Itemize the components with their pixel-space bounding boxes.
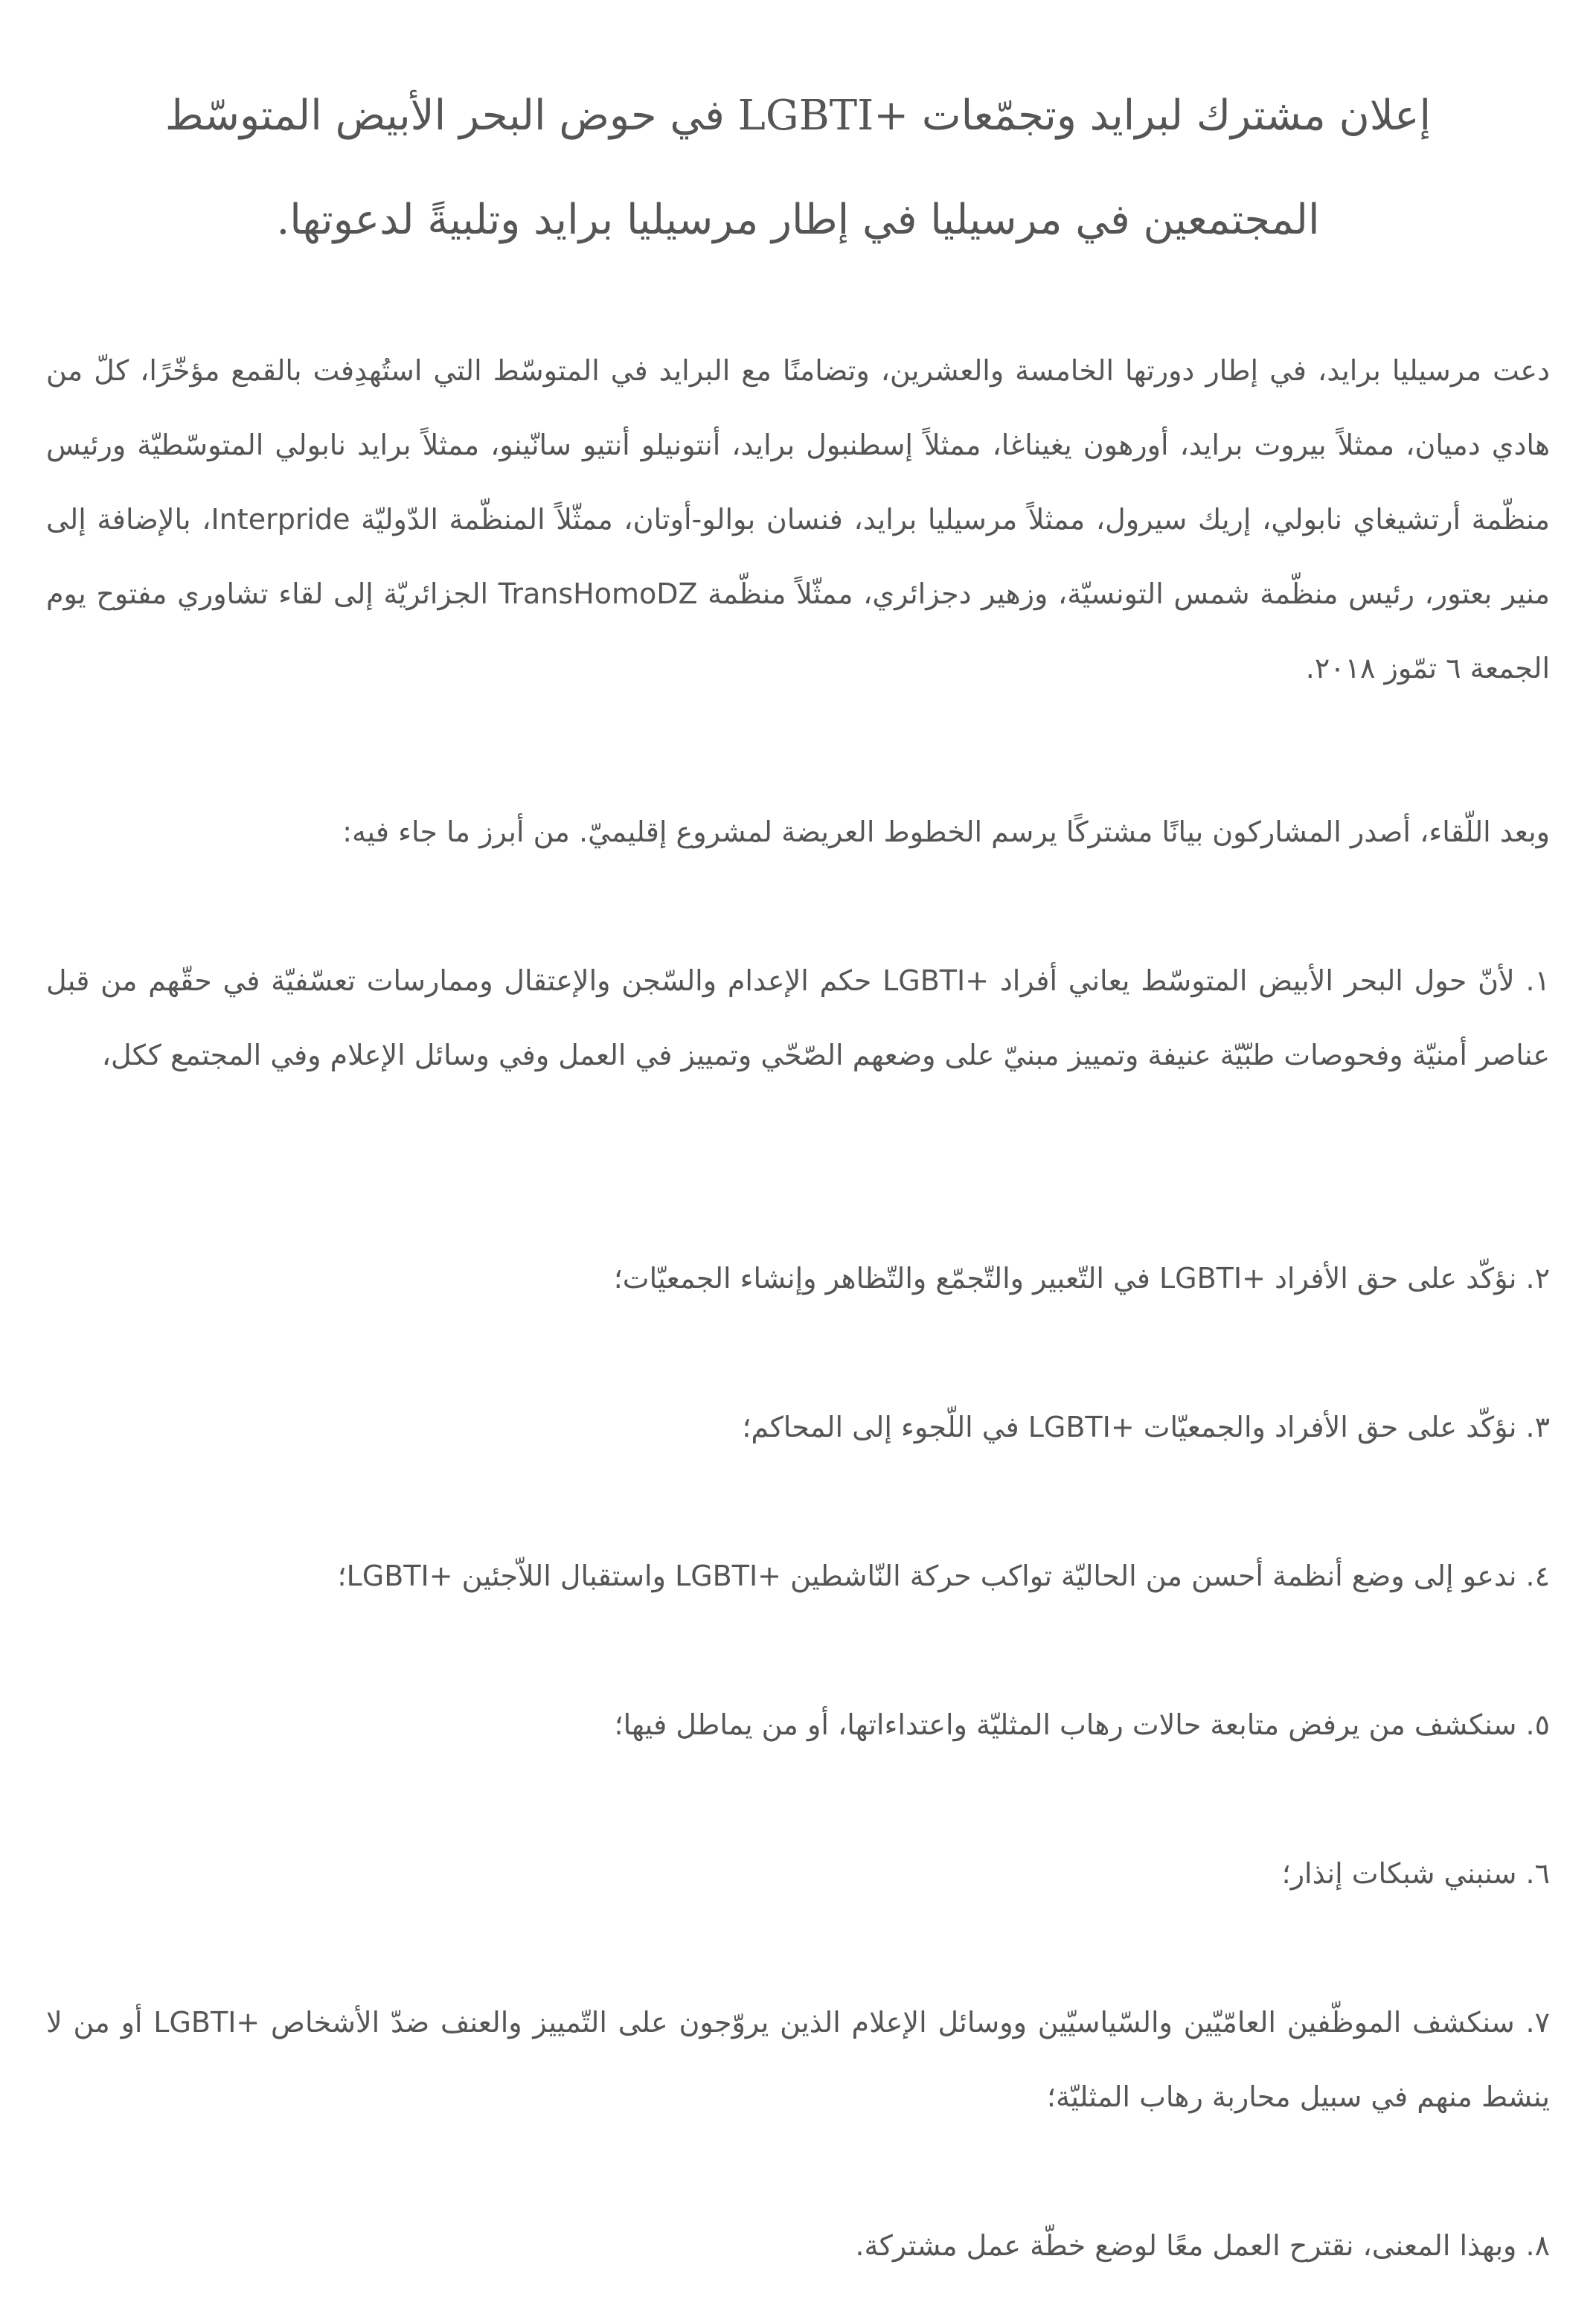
document-title: إعلان مشترك لبرايد وتجمّعات +LGBTI في حوض البحر الأبيض المتوسّط المجتمعين في مرسيليا في إطار مرسيليا برايد وتلبيةً لدعوتها.: [164, 92, 1432, 244]
point-1: ١. لأنّ حول البحر الأبيض المتوسّط يعاني أفراد +LGBTI حكم الإعدام والسّجن والإعتقال وممارسات تعسّفيّة في حقّهم من قبل عناصر أمنيّة وفحوصات طبّيّة عنيفة وتمييز مبنيّ على وضعهم الصّحّي وتمييز في العمل وفي وسائل الإعلام وفي المجتمع ككل،: [46, 964, 1550, 1071]
point-5: ٥. سنكشف من يرفض متابعة حالات رهاب المثليّة واعتداءاتها، أو من يماطل فيها؛: [614, 1708, 1550, 1741]
intro-paragraph: دعت مرسيليا برايد، في إطار دورتها الخامسة والعشرين، وتضامنًا مع البرايد في المتوسّط التي استُهدِفت بالقمع مؤخّرًا، كلّ من هادي دميان، ممثلاً بيروت برايد، أورهون يغيناغا، ممثلاً إسطنبول برايد، أنتونيلو أنتيو سانّينو، ممثلاً برايد نابولي المتوسّطيّة ورئيس منظّمة أرتشيغاي نابولي، إريك سيرول، ممثلاً مرسيليا برايد، فنسان بوالو-أوتان، ممثّلاً المنظّمة الدّوليّة Interpride، بالإضافة إلى منير بعتور، رئيس منظّمة شمس التونسيّة، وزهير دجزائري، ممثّلاً منظّمة TransHomoDZ الجزائريّة إلى لقاء تشاوري مفتوح يوم الجمعة ٦ تمّوز ٢٠١٨.: [46, 354, 1550, 685]
point-8: ٨. وبهذا المعنى، نقترح العمل معًا لوضع خطّة عمل مشتركة.: [855, 2229, 1550, 2262]
point-7: ٧. سنكشف الموظّفين العامّيّين والسّياسيّين ووسائل الإعلام الذين يروّجون على التّمييز والعنف ضدّ الأشخاص +LGBTI أو من لا ينشط منهم في سبيل محاربة رهاب المثليّة؛: [46, 2006, 1550, 2113]
point-6: ٦. سنبني شبكات إنذار؛: [1281, 1857, 1550, 1890]
lead-paragraph: وبعد اللّقاء، أصدر المشاركون بيانًا مشتركًا يرسم الخطوط العريضة لمشروع إقليميّ. من أبرز ما جاء فيه:: [342, 815, 1550, 848]
point-4: ٤. ندعو إلى وضع أنظمة أحسن من الحاليّة تواكب حركة النّاشطين +LGBTI واستقبال اللاّجئين +LGBTI؛: [337, 1560, 1550, 1592]
point-2: ٢. نؤكّد على حق الأفراد +LGBTI في التّعبير والتّجمّع والتّظاهر وإنشاء الجمعيّات؛: [613, 1262, 1550, 1295]
point-3: ٣. نؤكّد على حق الأفراد والجمعيّات +LGBTI في اللّجوء إلى المحاكم؛: [742, 1411, 1550, 1443]
